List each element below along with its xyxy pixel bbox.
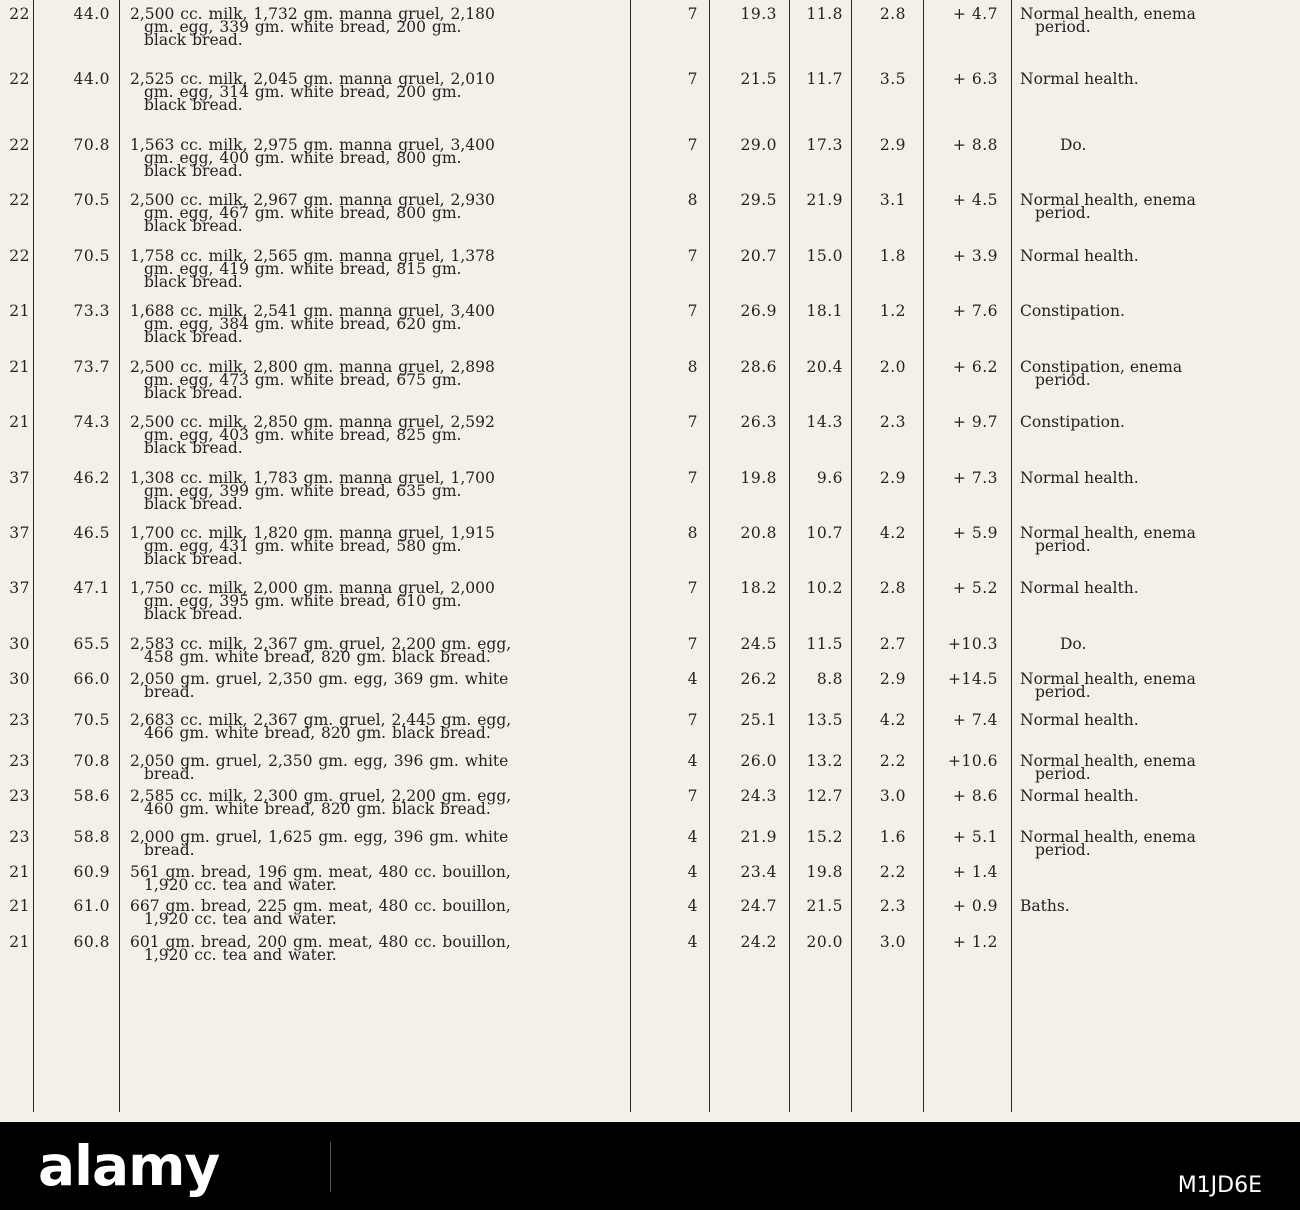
diet-line: 2,500 cc. milk, 1,732 gm. manna gruel, 2,180 [130, 5, 495, 23]
value-a-cell: 24.5 [740, 635, 777, 653]
diet-line: 466 gm. white bread, 820 gm. black bread. [144, 724, 491, 742]
prev-value-cell: 22 [9, 247, 30, 265]
days-cell: 7 [687, 413, 698, 431]
diet-line: 1,920 cc. tea and water. [144, 946, 337, 964]
days-cell: 7 [687, 136, 698, 154]
value-b-cell: 8.8 [816, 670, 843, 688]
diet-line: 2,000 gm. gruel, 1,625 gm. egg, 396 gm. white [130, 828, 509, 846]
value-c-cell: 3.5 [879, 70, 906, 88]
difference-cell: +14.5 [948, 670, 998, 688]
value-c-cell: 2.9 [879, 670, 906, 688]
remark-line: Normal health, enema [1020, 5, 1196, 23]
remark-line: period. [1035, 204, 1091, 222]
days-cell: 4 [687, 933, 698, 951]
diet-line: gm. egg, 403 gm. white bread, 825 gm. [144, 426, 462, 444]
value-c-cell: 4.2 [879, 524, 906, 542]
value-b-cell: 11.7 [806, 70, 843, 88]
column-rule [119, 0, 120, 1112]
prev-value-cell: 30 [9, 635, 30, 653]
diet-line: 1,758 cc. milk, 2,565 gm. manna gruel, 1,378 [130, 247, 495, 265]
remarks-cell [1020, 413, 1300, 431]
diet-line: 2,500 cc. milk, 2,850 gm. manna gruel, 2,592 [130, 413, 495, 431]
remark-line: Constipation. [1020, 302, 1125, 320]
diet-line: black bread. [144, 217, 243, 235]
remark-line: period. [1035, 683, 1091, 701]
diet-line: 561 gm. bread, 196 gm. meat, 480 cc. bouillon, [130, 863, 511, 881]
diet-line: gm. egg, 400 gm. white bread, 800 gm. [144, 149, 462, 167]
prev-value-cell: 22 [9, 136, 30, 154]
diet-line: black bread. [144, 605, 243, 623]
days-cell: 4 [687, 897, 698, 915]
diet-cell [130, 670, 625, 701]
remark-line: period. [1035, 537, 1091, 555]
diet-cell [130, 897, 625, 928]
remarks-cell [1020, 670, 1300, 701]
days-cell: 7 [687, 635, 698, 653]
remark-line: Normal health, enema [1020, 524, 1196, 542]
diet-line: black bread. [144, 439, 243, 457]
diet-line: 1,920 cc. tea and water. [144, 910, 337, 928]
diet-line: 667 gm. bread, 225 gm. meat, 480 cc. bouillon, [130, 897, 511, 915]
value-c-cell: 2.3 [879, 897, 906, 915]
remark-line: Constipation, enema [1020, 358, 1183, 376]
days-cell: 8 [687, 524, 698, 542]
remarks-cell [1020, 5, 1300, 36]
value-b-cell: 13.2 [806, 752, 843, 770]
value-b-cell: 12.7 [806, 787, 843, 805]
remark-line: Normal health, enema [1020, 752, 1196, 770]
value-c-cell: 2.9 [879, 136, 906, 154]
diet-line: black bread. [144, 162, 243, 180]
remarks-cell [1020, 711, 1300, 729]
remark-line: Normal health, enema [1020, 828, 1196, 846]
prev-value-cell: 37 [9, 524, 30, 542]
diet-cell [130, 358, 625, 402]
value-c-cell: 2.0 [879, 358, 906, 376]
value-c-cell: 3.0 [879, 933, 906, 951]
prev-value-cell: 21 [9, 863, 30, 881]
value-b-cell: 13.5 [806, 711, 843, 729]
column-rule [709, 0, 710, 1112]
column-rule [789, 0, 790, 1112]
value-b-cell: 11.8 [806, 5, 843, 23]
prev-value-cell: 23 [9, 752, 30, 770]
diet-line: gm. egg, 314 gm. white bread, 200 gm. [144, 83, 462, 101]
diet-line: gm. egg, 419 gm. white bread, 815 gm. [144, 260, 462, 278]
remark-line: Normal health. [1020, 787, 1139, 805]
diet-cell [130, 787, 625, 818]
difference-cell: + 8.6 [952, 787, 998, 805]
weight-cell: 60.9 [73, 863, 110, 881]
remarks-cell [1020, 247, 1300, 265]
value-c-cell: 2.8 [879, 579, 906, 597]
diet-line: 2,683 cc. milk, 2,367 gm. gruel, 2,445 gm. egg, [130, 711, 512, 729]
weight-cell: 66.0 [73, 670, 110, 688]
diet-line: black bread. [144, 273, 243, 291]
prev-value-cell: 37 [9, 469, 30, 487]
remarks-cell [1020, 897, 1300, 915]
prev-value-cell: 22 [9, 191, 30, 209]
value-b-cell: 10.2 [806, 579, 843, 597]
banner-divider [330, 1142, 331, 1192]
remarks-cell [1020, 752, 1300, 783]
value-c-cell: 3.1 [879, 191, 906, 209]
difference-cell: +10.3 [948, 635, 998, 653]
value-a-cell: 24.7 [740, 897, 777, 915]
diet-line: 2,050 gm. gruel, 2,350 gm. egg, 369 gm. white [130, 670, 509, 688]
value-c-cell: 2.3 [879, 413, 906, 431]
diet-line: 2,525 cc. milk, 2,045 gm. manna gruel, 2,010 [130, 70, 495, 88]
remark-line: Baths. [1020, 897, 1070, 915]
remarks-cell [1020, 579, 1300, 597]
value-a-cell: 26.3 [740, 413, 777, 431]
value-a-cell: 20.7 [740, 247, 777, 265]
days-cell: 7 [687, 302, 698, 320]
days-cell: 8 [687, 358, 698, 376]
diet-cell [130, 302, 625, 346]
value-c-cell: 2.8 [879, 5, 906, 23]
value-c-cell: 1.8 [879, 247, 906, 265]
days-cell: 7 [687, 579, 698, 597]
difference-cell: + 4.5 [952, 191, 998, 209]
value-b-cell: 15.2 [806, 828, 843, 846]
diet-line: 1,688 cc. milk, 2,541 gm. manna gruel, 3,400 [130, 302, 495, 320]
difference-cell: + 8.8 [952, 136, 998, 154]
days-cell: 4 [687, 863, 698, 881]
value-a-cell: 24.3 [740, 787, 777, 805]
weight-cell: 65.5 [73, 635, 110, 653]
brand-logo: alamy [38, 1134, 220, 1198]
column-rule [851, 0, 852, 1112]
remark-line: period. [1035, 371, 1091, 389]
remark-line: Normal health. [1020, 469, 1139, 487]
days-cell: 7 [687, 70, 698, 88]
difference-cell: + 5.2 [952, 579, 998, 597]
prev-value-cell: 21 [9, 933, 30, 951]
prev-value-cell: 23 [9, 828, 30, 846]
diet-line: 2,050 gm. gruel, 2,350 gm. egg, 396 gm. white [130, 752, 509, 770]
diet-cell [130, 70, 625, 114]
days-cell: 4 [687, 670, 698, 688]
value-a-cell: 26.2 [740, 670, 777, 688]
value-a-cell: 20.8 [740, 524, 777, 542]
remarks-cell [1020, 136, 1300, 154]
difference-cell: + 0.9 [952, 897, 998, 915]
value-b-cell: 18.1 [806, 302, 843, 320]
difference-cell: + 7.3 [952, 469, 998, 487]
value-b-cell: 17.3 [806, 136, 843, 154]
weight-cell: 70.8 [73, 752, 110, 770]
value-c-cell: 2.7 [879, 635, 906, 653]
diet-line: bread. [144, 765, 195, 783]
diet-line: gm. egg, 384 gm. white bread, 620 gm. [144, 315, 462, 333]
remarks-cell [1020, 302, 1300, 320]
prev-value-cell: 22 [9, 70, 30, 88]
days-cell: 7 [687, 469, 698, 487]
value-c-cell: 1.6 [879, 828, 906, 846]
value-c-cell: 2.2 [879, 863, 906, 881]
difference-cell: + 4.7 [952, 5, 998, 23]
difference-cell: + 1.2 [952, 933, 998, 951]
remarks-cell [1020, 191, 1300, 222]
remarks-cell [1020, 828, 1300, 859]
value-a-cell: 19.8 [740, 469, 777, 487]
value-a-cell: 28.6 [740, 358, 777, 376]
diet-line: black bread. [144, 328, 243, 346]
diet-line: black bread. [144, 384, 243, 402]
diet-line: gm. egg, 399 gm. white bread, 635 gm. [144, 482, 462, 500]
value-c-cell: 4.2 [879, 711, 906, 729]
diet-cell [130, 752, 625, 783]
remark-line: Do. [1060, 136, 1087, 154]
diet-line: 2,500 cc. milk, 2,967 gm. manna gruel, 2,930 [130, 191, 495, 209]
remarks-cell [1020, 635, 1300, 653]
value-b-cell: 15.0 [806, 247, 843, 265]
remarks-cell [1020, 70, 1300, 88]
diet-line: black bread. [144, 31, 243, 49]
remark-line: Normal health. [1020, 711, 1139, 729]
value-a-cell: 19.3 [740, 5, 777, 23]
diet-cell [130, 863, 625, 894]
value-b-cell: 21.9 [806, 191, 843, 209]
weight-cell: 58.6 [73, 787, 110, 805]
weight-cell: 70.5 [73, 247, 110, 265]
diet-line: 601 gm. bread, 200 gm. meat, 480 cc. bouillon, [130, 933, 511, 951]
value-c-cell: 2.9 [879, 469, 906, 487]
diet-line: 2,585 cc. milk, 2,300 gm. gruel, 2,200 gm. egg, [130, 787, 512, 805]
days-cell: 4 [687, 828, 698, 846]
column-rule [1011, 0, 1012, 1112]
weight-cell: 70.5 [73, 711, 110, 729]
weight-cell: 70.5 [73, 191, 110, 209]
image-id: M1JD6E [1177, 1173, 1262, 1198]
difference-cell: + 9.7 [952, 413, 998, 431]
value-a-cell: 29.5 [740, 191, 777, 209]
weight-cell: 47.1 [73, 579, 110, 597]
days-cell: 7 [687, 787, 698, 805]
value-b-cell: 20.4 [806, 358, 843, 376]
diet-cell [130, 191, 625, 235]
value-b-cell: 11.5 [806, 635, 843, 653]
weight-cell: 44.0 [73, 70, 110, 88]
weight-cell: 58.8 [73, 828, 110, 846]
diet-line: gm. egg, 431 gm. white bread, 580 gm. [144, 537, 462, 555]
value-b-cell: 9.6 [816, 469, 843, 487]
difference-cell: + 3.9 [952, 247, 998, 265]
days-cell: 7 [687, 247, 698, 265]
value-b-cell: 14.3 [806, 413, 843, 431]
diet-line: gm. egg, 473 gm. white bread, 675 gm. [144, 371, 462, 389]
weight-cell: 73.3 [73, 302, 110, 320]
value-a-cell: 29.0 [740, 136, 777, 154]
column-rule [33, 0, 34, 1112]
diet-line: black bread. [144, 550, 243, 568]
remark-line: period. [1035, 18, 1091, 36]
value-b-cell: 19.8 [806, 863, 843, 881]
value-a-cell: 21.5 [740, 70, 777, 88]
weight-cell: 73.7 [73, 358, 110, 376]
column-rule [630, 0, 631, 1112]
remark-line: Normal health, enema [1020, 670, 1196, 688]
difference-cell: + 6.2 [952, 358, 998, 376]
difference-cell: + 6.3 [952, 70, 998, 88]
value-a-cell: 23.4 [740, 863, 777, 881]
prev-value-cell: 37 [9, 579, 30, 597]
prev-value-cell: 21 [9, 897, 30, 915]
days-cell: 8 [687, 191, 698, 209]
diet-cell [130, 413, 625, 457]
value-a-cell: 26.9 [740, 302, 777, 320]
diet-cell [130, 828, 625, 859]
diet-line: 1,308 cc. milk, 1,783 gm. manna gruel, 1,700 [130, 469, 495, 487]
remarks-cell [1020, 524, 1300, 555]
value-c-cell: 1.2 [879, 302, 906, 320]
difference-cell: +10.6 [948, 752, 998, 770]
diet-cell [130, 247, 625, 291]
diet-line: 1,563 cc. milk, 2,975 gm. manna gruel, 3,400 [130, 136, 495, 154]
difference-cell: + 5.9 [952, 524, 998, 542]
diet-line: gm. egg, 467 gm. white bread, 800 gm. [144, 204, 462, 222]
difference-cell: + 5.1 [952, 828, 998, 846]
diet-cell [130, 635, 625, 666]
difference-cell: + 7.6 [952, 302, 998, 320]
value-a-cell: 18.2 [740, 579, 777, 597]
remark-line: Normal health. [1020, 70, 1139, 88]
difference-cell: + 1.4 [952, 863, 998, 881]
diet-line: 2,500 cc. milk, 2,800 gm. manna gruel, 2,898 [130, 358, 495, 376]
remark-line: Constipation. [1020, 413, 1125, 431]
remarks-cell [1020, 358, 1300, 389]
remarks-cell [1020, 469, 1300, 487]
prev-value-cell: 21 [9, 358, 30, 376]
diet-line: gm. egg, 395 gm. white bread, 610 gm. [144, 592, 462, 610]
diet-line: bread. [144, 683, 195, 701]
value-a-cell: 24.2 [740, 933, 777, 951]
weight-cell: 46.2 [73, 469, 110, 487]
diet-cell [130, 5, 625, 49]
days-cell: 4 [687, 752, 698, 770]
value-a-cell: 21.9 [740, 828, 777, 846]
value-c-cell: 2.2 [879, 752, 906, 770]
column-rule [923, 0, 924, 1112]
weight-cell: 70.8 [73, 136, 110, 154]
remark-line: period. [1035, 841, 1091, 859]
diet-cell [130, 711, 625, 742]
remark-line: period. [1035, 765, 1091, 783]
diet-cell [130, 579, 625, 623]
diet-cell [130, 136, 625, 180]
prev-value-cell: 21 [9, 302, 30, 320]
prev-value-cell: 23 [9, 711, 30, 729]
weight-cell: 74.3 [73, 413, 110, 431]
value-b-cell: 21.5 [806, 897, 843, 915]
days-cell: 7 [687, 711, 698, 729]
value-c-cell: 3.0 [879, 787, 906, 805]
prev-value-cell: 22 [9, 5, 30, 23]
days-cell: 7 [687, 5, 698, 23]
diet-line: bread. [144, 841, 195, 859]
diet-line: black bread. [144, 495, 243, 513]
weight-cell: 61.0 [73, 897, 110, 915]
difference-cell: + 7.4 [952, 711, 998, 729]
diet-line: 458 gm. white bread, 820 gm. black bread. [144, 648, 491, 666]
diet-line: 1,700 cc. milk, 1,820 gm. manna gruel, 1,915 [130, 524, 495, 542]
value-b-cell: 20.0 [806, 933, 843, 951]
prev-value-cell: 21 [9, 413, 30, 431]
weight-cell: 60.8 [73, 933, 110, 951]
diet-line: 2,583 cc. milk, 2,367 gm. gruel, 2,200 gm. egg, [130, 635, 512, 653]
diet-line: 1,750 cc. milk, 2,000 gm. manna gruel, 2,000 [130, 579, 495, 597]
diet-line: gm. egg, 339 gm. white bread, 200 gm. [144, 18, 462, 36]
prev-value-cell: 30 [9, 670, 30, 688]
watermark-banner [0, 1122, 1300, 1210]
weight-cell: 46.5 [73, 524, 110, 542]
diet-cell [130, 469, 625, 513]
prev-value-cell: 23 [9, 787, 30, 805]
value-b-cell: 10.7 [806, 524, 843, 542]
weight-cell: 44.0 [73, 5, 110, 23]
remarks-cell [1020, 787, 1300, 805]
remark-line: Normal health. [1020, 579, 1139, 597]
diet-line: 460 gm. white bread, 820 gm. black bread. [144, 800, 491, 818]
remark-line: Normal health. [1020, 247, 1139, 265]
diet-cell [130, 933, 625, 964]
remark-line: Normal health, enema [1020, 191, 1196, 209]
value-a-cell: 26.0 [740, 752, 777, 770]
diet-line: black bread. [144, 96, 243, 114]
diet-cell [130, 524, 625, 568]
remark-line: Do. [1060, 635, 1087, 653]
value-a-cell: 25.1 [740, 711, 777, 729]
diet-line: 1,920 cc. tea and water. [144, 876, 337, 894]
